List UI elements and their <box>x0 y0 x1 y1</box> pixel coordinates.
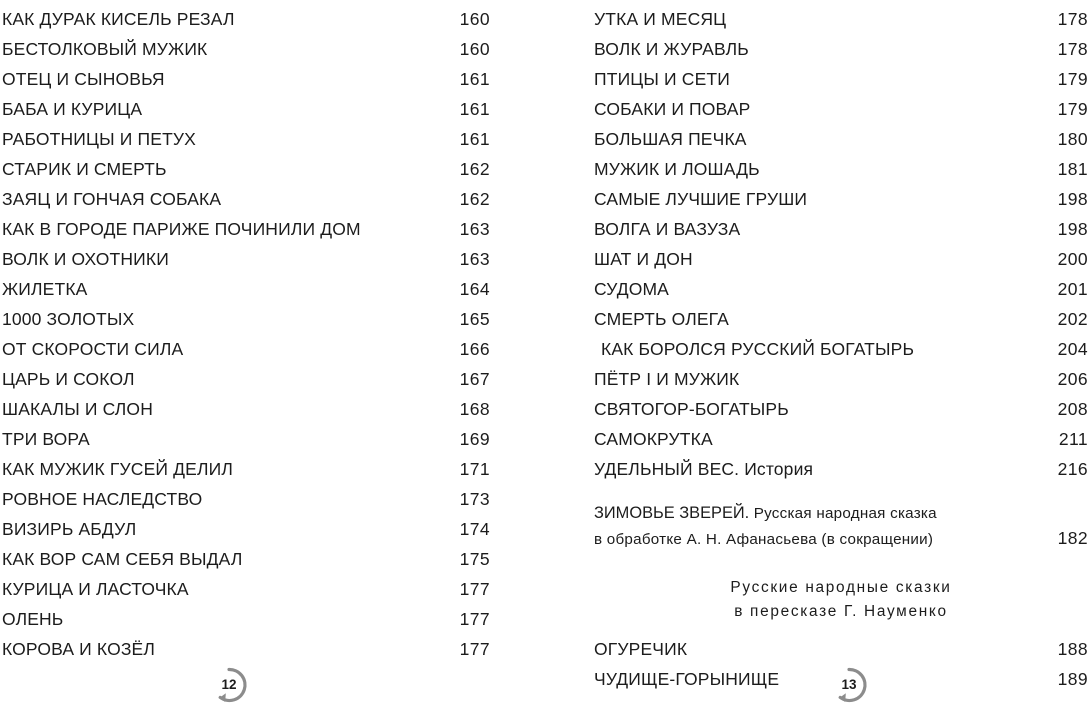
toc-entry-title: БОЛЬШАЯ ПЕЧКА <box>594 129 747 149</box>
toc-entry-title: ВОЛК И ОХОТНИКИ <box>2 249 169 269</box>
toc-entry-title: ВОЛГА И ВАЗУЗА <box>594 219 741 239</box>
toc-page-number: 178 <box>1057 9 1088 29</box>
toc-page-number: 161 <box>459 69 490 89</box>
toc-page-number: 204 <box>1057 339 1088 359</box>
toc-entry-title: ШАТ И ДОН <box>594 249 693 269</box>
toc-page-number: 208 <box>1057 399 1088 419</box>
toc-entry[interactable] <box>2 424 490 454</box>
toc-leader-dots <box>699 249 1051 265</box>
toc-entry-title: БАБА И КУРИЦА <box>2 99 143 119</box>
toc-entry[interactable] <box>594 94 1088 124</box>
toc-leader-dots <box>213 39 453 55</box>
toc-page-number: 171 <box>459 459 490 479</box>
toc-entry[interactable] <box>2 34 490 64</box>
toc-leader-dots <box>808 189 1051 205</box>
toc-entry[interactable] <box>2 544 490 574</box>
toc-entry[interactable] <box>2 214 490 244</box>
toc-page-number: 164 <box>459 279 490 299</box>
toc-entry-title: САМЫЕ ЛУЧШИЕ ГРУШИ <box>594 189 808 209</box>
toc-leader-dots <box>89 279 454 295</box>
toc-entry[interactable] <box>2 244 490 274</box>
toc-entry-title: ОТЕЦ И СЫНОВЬЯ <box>2 69 165 89</box>
column-gutter <box>490 0 594 660</box>
toc-leader-dots <box>154 399 453 415</box>
toc-leader-dots <box>790 399 1051 415</box>
toc-page-number: 211 <box>1058 429 1088 449</box>
toc-page-number: 160 <box>459 39 490 59</box>
toc-page-number: 167 <box>459 369 490 389</box>
toc-leader-dots <box>175 249 453 265</box>
toc-entry-list-right-top <box>594 4 1088 484</box>
toc-leader-dots <box>227 189 453 205</box>
toc-entry-title: СУДОМА <box>594 279 670 299</box>
toc-page-number: 166 <box>459 339 490 359</box>
toc-leader-dots <box>362 219 453 235</box>
toc-entry-title: ОТ СКОРОСТИ СИЛА <box>2 339 184 359</box>
toc-entry-title: СВЯТОГОР-БОГАТЫРЬ <box>594 399 789 419</box>
toc-page-number: 163 <box>459 219 490 239</box>
toc-page-number: 206 <box>1057 369 1088 389</box>
toc-leader-dots <box>69 609 453 625</box>
toc-entry-title: РОВНОЕ НАСЛЕДСТВО <box>2 489 203 509</box>
toc-entry[interactable] <box>2 364 490 394</box>
toc-entry-title: ТРИ ВОРА <box>2 429 90 449</box>
toc-leader-dots <box>730 309 1051 325</box>
toc-page-number: 163 <box>459 249 490 269</box>
toc-entry-title: 1000 ЗОЛОТЫХ <box>2 309 135 329</box>
toc-entry-title: СМЕРТЬ ОЛЕГА <box>594 309 729 329</box>
toc-page-number: 174 <box>459 519 490 539</box>
toc-leader-dots <box>748 129 1051 145</box>
toc-entry[interactable] <box>2 274 490 304</box>
toc-entry-title: КОРОВА И КОЗЁЛ <box>2 639 156 659</box>
toc-entry-title: КАК В ГОРОДЕ ПАРИЖЕ ПОЧИНИЛИ ДОМ <box>2 219 361 239</box>
toc-entry-title: ОГУРЕЧИК <box>594 639 688 659</box>
toc-page-number: 177 <box>459 579 490 599</box>
toc-page-number: 200 <box>1057 249 1088 269</box>
toc-entry[interactable] <box>594 274 1088 304</box>
toc-leader-dots <box>688 639 1051 655</box>
toc-leader-dots <box>203 489 453 505</box>
toc-entry[interactable] <box>2 154 490 184</box>
toc-entry-title: КАК БОРОЛСЯ РУССКИЙ БОГАТЫРЬ <box>601 339 915 359</box>
toc-page-number: 198 <box>1057 189 1088 209</box>
toc-page-number: 177 <box>459 609 490 629</box>
toc-entry[interactable] <box>594 4 1088 34</box>
toc-page-number: 178 <box>1057 39 1088 59</box>
toc-entry[interactable] <box>2 394 490 424</box>
toc-leader-dots <box>741 219 1051 235</box>
toc-entry[interactable] <box>2 94 490 124</box>
toc-entry[interactable] <box>594 124 1088 154</box>
toc-leader-dots <box>915 339 1051 355</box>
toc-entry[interactable] <box>2 334 490 364</box>
toc-entry[interactable] <box>594 184 1088 214</box>
toc-entry[interactable] <box>594 244 1088 274</box>
toc-entry-title: ЦАРЬ И СОКОЛ <box>2 369 135 389</box>
toc-entry[interactable] <box>2 124 490 154</box>
toc-leader-dots <box>714 429 1051 445</box>
toc-wrapped-entry-title: ЗИМОВЬЕ ЗВЕРЕЙ. <box>594 504 750 522</box>
toc-entry-title: КАК МУЖИК ГУСЕЙ ДЕЛИЛ <box>2 459 233 479</box>
toc-leader-dots <box>168 159 453 175</box>
toc-entry[interactable] <box>594 394 1088 424</box>
toc-entry[interactable] <box>594 154 1088 184</box>
toc-entry[interactable] <box>594 34 1088 64</box>
toc-page-number: 169 <box>459 429 490 449</box>
toc-page-number: 202 <box>1057 309 1088 329</box>
toc-page-number: 180 <box>1057 129 1088 149</box>
toc-entry-title: УТКА И МЕСЯЦ <box>594 9 727 29</box>
toc-entry-title: СТАРИК И СМЕРТЬ <box>2 159 167 179</box>
toc-page-number: 161 <box>459 99 490 119</box>
toc-wrapped-entry-line2 <box>594 526 1088 552</box>
toc-entry[interactable] <box>594 364 1088 394</box>
toc-entry-title: РАБОТНИЦЫ И ПЕТУХ <box>2 129 196 149</box>
toc-wrapped-entry-line1 <box>594 501 1088 526</box>
toc-entry[interactable] <box>2 304 490 334</box>
toc-entry-title: ЖИЛЕТКА <box>2 279 88 299</box>
toc-leader-dots <box>91 429 453 445</box>
toc-entry-title: МУЖИК И ЛОШАДЬ <box>594 159 760 179</box>
toc-page-number: 182 <box>1057 528 1088 548</box>
toc-leader-dots <box>141 369 453 385</box>
toc-entry[interactable] <box>594 424 1088 454</box>
toc-column-left <box>0 0 490 660</box>
toc-leader-dots <box>934 529 1051 544</box>
toc-entry-title: ЗАЯЦ И ГОНЧАЯ СОБАКА <box>2 189 222 209</box>
toc-entry-title: ШАКАЛЫ И СЛОН <box>2 399 153 419</box>
page-number-right: 13 <box>841 677 857 692</box>
toc-section-heading-line2: в пересказе Г. Науменко <box>734 603 948 620</box>
toc-entry-title: БЕСТОЛКОВЫЙ МУЖИК <box>2 39 208 59</box>
toc-entry-title: ВИЗИРЬ АБДУЛ <box>2 519 137 539</box>
toc-entry[interactable] <box>594 304 1088 334</box>
page-folio-left <box>208 666 250 708</box>
toc-leader-dots <box>140 309 453 325</box>
toc-entry-title: УДЕЛЬНЫЙ ВЕС. История <box>594 459 814 479</box>
toc-leader-dots <box>190 579 453 595</box>
toc-page-number: 165 <box>459 309 490 329</box>
toc-wrapped-entry-line2-text: в обработке А. Н. Афанасьева (в сокращении) <box>594 531 934 548</box>
toc-entry-title: ЧУДИЩЕ-ГОРЫНИЩЕ <box>594 669 780 689</box>
toc-page-number: 173 <box>459 489 490 509</box>
toc-entry[interactable] <box>2 574 490 604</box>
toc-leader-dots <box>202 129 453 145</box>
toc-page-number: 198 <box>1057 219 1088 239</box>
toc-wrapped-entry[interactable] <box>594 501 1088 552</box>
toc-entry-title: ВОЛК И ЖУРАВЛЬ <box>594 39 749 59</box>
toc-page-number: 179 <box>1057 69 1088 89</box>
toc-entry-title: ПТИЦЫ И СЕТИ <box>594 69 730 89</box>
toc-section-heading-line1: Русские народные сказки <box>730 579 952 596</box>
toc-entry-title: ОЛЕНЬ <box>2 609 64 629</box>
toc-leader-dots <box>675 279 1051 295</box>
toc-page-number: 162 <box>459 159 490 179</box>
toc-entry[interactable] <box>2 514 490 544</box>
toc-entry[interactable] <box>2 604 490 634</box>
toc-entry[interactable] <box>2 454 490 484</box>
toc-entry-title: СОБАКИ И ПОВАР <box>594 99 751 119</box>
toc-leader-dots <box>234 459 453 475</box>
toc-section-heading <box>594 576 1088 624</box>
page-folio-right <box>828 666 870 708</box>
page-number-left: 12 <box>221 677 237 692</box>
toc-entry-list-left <box>2 4 490 664</box>
toc-leader-dots <box>756 99 1051 115</box>
toc-page-number: 161 <box>459 129 490 149</box>
toc-page-number: 216 <box>1057 459 1088 479</box>
toc-leader-dots <box>137 519 453 535</box>
toc-entry-title: САМОКРУТКА <box>594 429 713 449</box>
toc-page-number: 162 <box>459 189 490 209</box>
toc-leader-dots <box>171 69 453 85</box>
toc-leader-dots <box>143 99 453 115</box>
toc-entry-title: ПЁТР I И МУЖИК <box>594 369 740 389</box>
toc-entry[interactable] <box>594 454 1088 484</box>
toc-entry[interactable] <box>594 64 1088 94</box>
toc-page-number: 188 <box>1057 639 1088 659</box>
toc-entry[interactable] <box>594 334 1088 364</box>
toc-leader-dots <box>814 459 1051 475</box>
toc-leader-dots <box>755 39 1051 55</box>
toc-page-number: 175 <box>459 549 490 569</box>
toc-leader-dots <box>727 9 1051 25</box>
toc-page-number: 168 <box>459 399 490 419</box>
toc-wrapped-entry-subtitle: Русская народная сказка <box>749 505 937 522</box>
toc-leader-dots <box>156 639 453 655</box>
toc-page-number: 181 <box>1057 159 1088 179</box>
toc-entry[interactable] <box>2 184 490 214</box>
toc-entry-title: КАК ВОР САМ СЕБЯ ВЫДАЛ <box>2 549 243 569</box>
toc-leader-dots <box>745 369 1051 385</box>
toc-leader-dots <box>243 549 453 565</box>
toc-entry[interactable] <box>2 64 490 94</box>
toc-entry[interactable] <box>2 484 490 514</box>
toc-page-number: 189 <box>1057 669 1088 689</box>
toc-page-number: 179 <box>1057 99 1088 119</box>
toc-leader-dots <box>189 339 453 355</box>
toc-entry-title: КУРИЦА И ЛАСТОЧКА <box>2 579 189 599</box>
toc-page-number: 160 <box>459 9 490 29</box>
folio-row <box>0 660 1088 712</box>
toc-entry[interactable] <box>2 4 490 34</box>
toc-entry-title: КАК ДУРАК КИСЕЛЬ РЕЗАЛ <box>2 9 235 29</box>
toc-leader-dots <box>236 9 453 25</box>
toc-page-number: 201 <box>1057 279 1088 299</box>
toc-leader-dots <box>761 159 1051 175</box>
toc-entry[interactable] <box>594 214 1088 244</box>
toc-page-number: 177 <box>459 639 490 659</box>
toc-leader-dots <box>736 69 1051 85</box>
